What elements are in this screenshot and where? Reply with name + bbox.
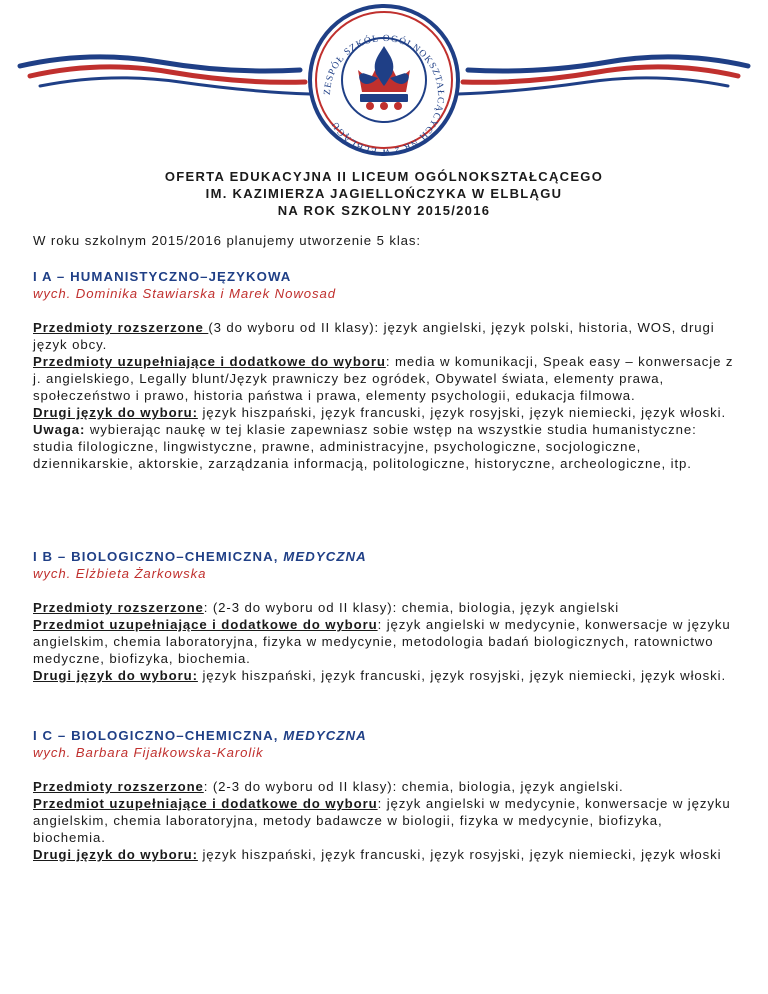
extended-subjects-label: Przedmioty rozszerzone <box>33 320 209 335</box>
class-note: Uwaga: wybierając naukę w tej klasie zapewniasz sobie wstęp na wszystkie studia humanistyczne: studia filologiczne, lingwistyczne, prawne, administracyjne, psychologiczne, socjologiczne, dziennikarskie, aktorskie, zarządzania informacją, politologiczne, historyczne, archeologiczne, itp. <box>33 422 697 471</box>
seal-ring-text: ZESPÓŁ SZKÓŁ OGÓLNOKSZTAŁCĄCYCH NR 2 W ELBLĄGU <box>322 33 446 157</box>
school-logo <box>0 0 768 160</box>
class-tutor: wych. Elżbieta Żarkowska <box>33 566 207 581</box>
document-title <box>0 168 768 219</box>
second-language: Drugi język do wyboru: język hiszpański, język francuski, język rosyjski, język niemiecki, język włoski. <box>33 668 727 683</box>
ribbon-left <box>20 57 310 94</box>
class-section-c <box>33 727 738 863</box>
second-language-label: Drugi język do wyboru: <box>33 847 198 862</box>
second-language: Drugi język do wyboru: język hiszpański, język francuski, język rosyjski, język niemiecki, język włoski <box>33 847 722 862</box>
class-heading: I A – HUMANISTYCZNO–JĘZYKOWA <box>33 269 292 284</box>
class-heading: I B – BIOLOGICZNO–CHEMICZNA, MEDYCZNA <box>33 549 367 564</box>
extended-subjects: Przedmioty rozszerzone: (2-3 do wyboru od II klasy): chemia, biologia, język angielski <box>33 600 620 615</box>
ribbon-right <box>458 57 748 94</box>
class-heading: I C – BIOLOGICZNO–CHEMICZNA, MEDYCZNA <box>33 728 367 743</box>
class-section-b <box>33 548 738 684</box>
class-tutor: wych. Barbara Fijałkowska-Karolik <box>33 745 264 760</box>
supplementary-subjects-label: Przedmioty uzupełniające i dodatkowe do wyboru <box>33 354 386 369</box>
supplementary-subjects: Przedmioty uzupełniające i dodatkowe do wyboru: media w komunikacji, Speak easy – konwersacje z j. angielskiego, Legally blunt/Język prawniczy bez ogródek, Obywatel świata, elementy prawa, społeczeństwo i prawo, historia państwa i prawa, elementy psychologii, edukacja filmowa. <box>33 354 734 403</box>
extended-subjects-label: Przedmioty rozszerzone <box>33 600 204 615</box>
supplementary-subjects: Przedmiot uzupełniające i dodatkowe do wyboru: język angielski w medycynie, konwersacje w języku angielskim, chemia laboratoryjna, metody badawcze w biologii, fizyka w medycynie, biofizyka, biochemia. <box>33 796 731 845</box>
supplementary-subjects-label: Przedmiot uzupełniające i dodatkowe do wyboru <box>33 617 378 632</box>
title-line-1: OFERTA EDUKACYJNA II LICEUM OGÓLNOKSZTAŁCĄCEGO <box>164 169 604 184</box>
supplementary-subjects: Przedmiot uzupełniające i dodatkowe do wyboru: język angielski w medycynie, konwersacje w języku angielskim, chemia laboratoryjna, fizyka w medycynie, metodologia badań biologicznych, ratownictwo medyczne, biofizyka, biochemia. <box>33 617 731 666</box>
title-line-2: IM. KAZIMIERZA JAGIELLOŃCZYKA W ELBLĄGU <box>205 186 563 201</box>
extended-subjects: Przedmioty rozszerzone (3 do wyboru od II klasy): język angielski, język polski, historia, WOS, drugi język obcy. <box>33 320 715 352</box>
class-tutor: wych. Dominika Stawiarska i Marek Nowosad <box>33 286 336 301</box>
supplementary-subjects-label: Przedmiot uzupełniające i dodatkowe do wyboru <box>33 796 378 811</box>
intro-text: W roku szkolnym 2015/2016 planujemy utworzenie 5 klas: <box>33 233 421 248</box>
note-label: Uwaga: <box>33 422 86 437</box>
second-language: Drugi język do wyboru: język hiszpański, język francuski, język rosyjski, język niemiecki, język włoski. <box>33 405 727 420</box>
second-language-label: Drugi język do wyboru: <box>33 405 198 420</box>
title-line-3: NA ROK SZKOLNY 2015/2016 <box>277 203 491 218</box>
extended-subjects: Przedmioty rozszerzone: (2-3 do wyboru od II klasy): chemia, biologia, język angielski. <box>33 779 624 794</box>
extended-subjects-label: Przedmioty rozszerzone <box>33 779 204 794</box>
class-section-a <box>33 268 738 472</box>
second-language-label: Drugi język do wyboru: <box>33 668 198 683</box>
